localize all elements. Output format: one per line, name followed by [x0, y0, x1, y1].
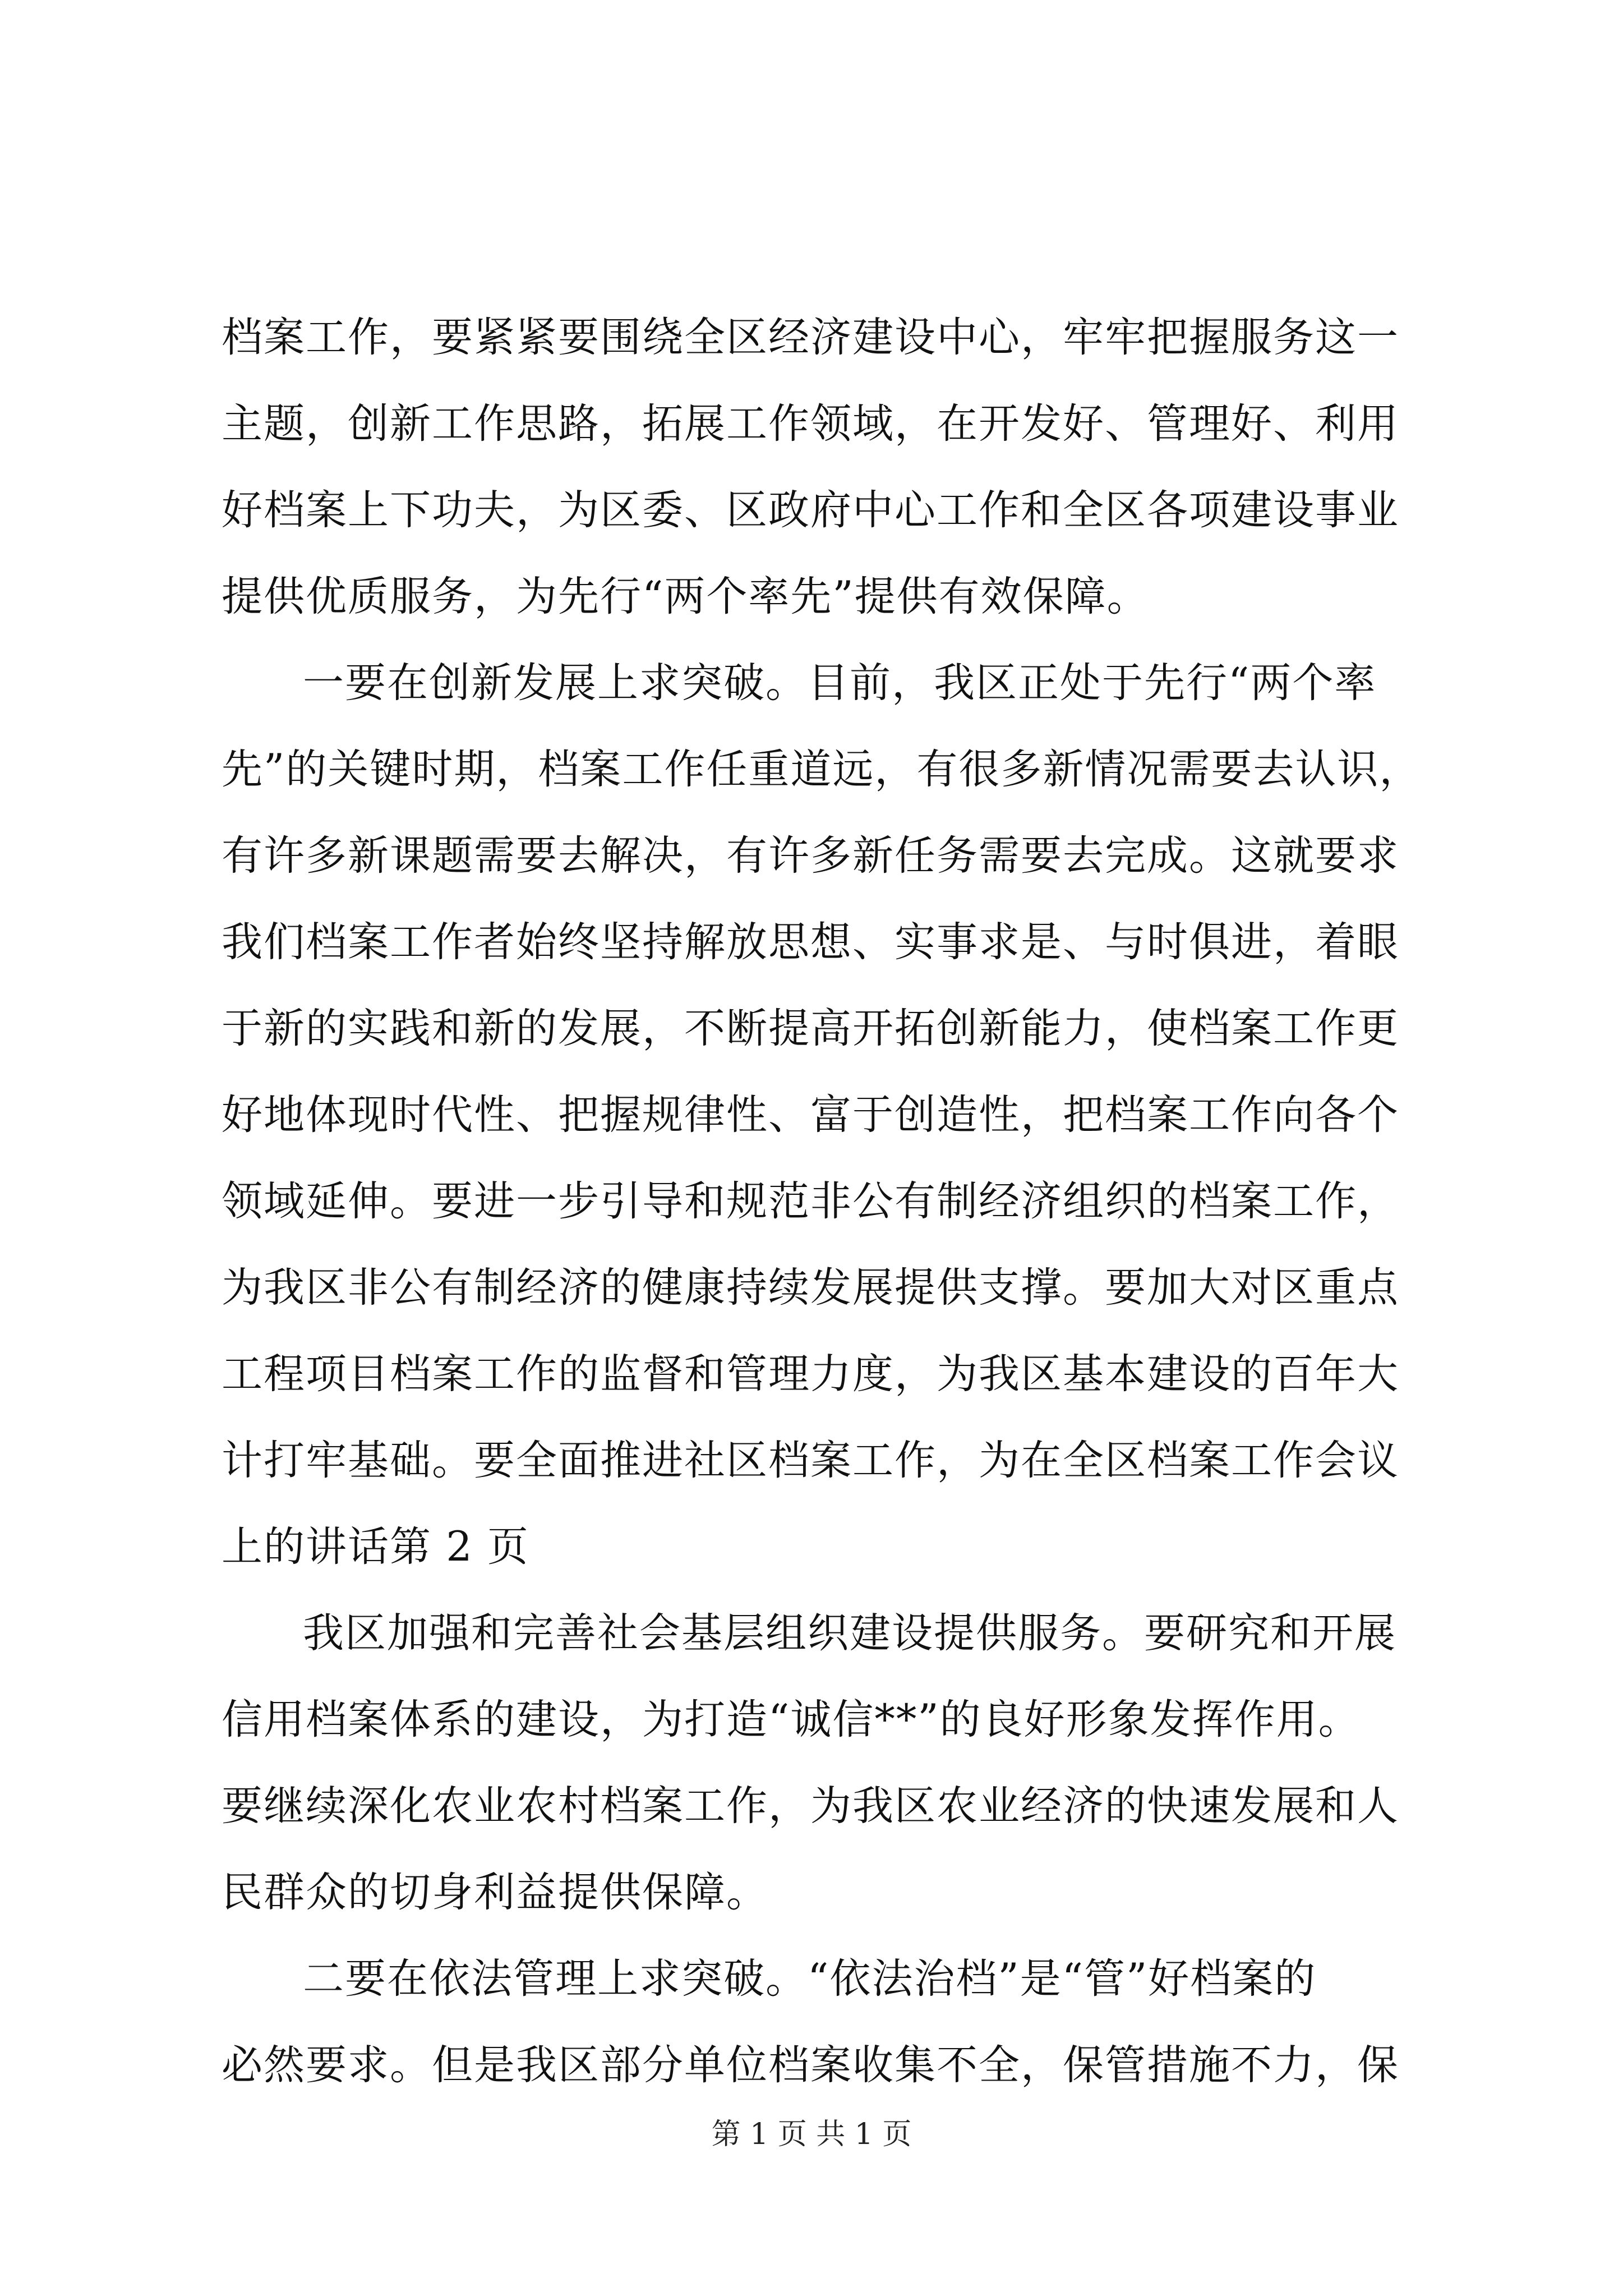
text-line: 为我区非公有制经济的健康持续发展提供支撑。要加大对区重点 [222, 1264, 1399, 1312]
text-line: 必然要求。但是我区部分单位档案收集不全，保管措施不力，保 [222, 2041, 1399, 2089]
text-line: 计打牢基础。要全面推进社区档案工作，为在全区档案工作会议 [222, 1437, 1399, 1484]
text-line: 于新的实践和新的发展，不断提高开拓创新能力，使档案工作更 [222, 1005, 1399, 1052]
text-line: 工程项目档案工作的监督和管理力度，为我区基本建设的百年大 [222, 1350, 1399, 1398]
text-line: 先”的关键时期，档案工作任重道远，有很多新情况需要去认识， [222, 746, 1422, 793]
text-line: 民群众的切身利益提供保障。 [222, 1869, 768, 1916]
text-line: 我区加强和完善社会基层组织建设提供服务。要研究和开展 [303, 1609, 1396, 1657]
text-line: 领域延伸。要进一步引导和规范非公有制经济组织的档案工作， [222, 1177, 1399, 1225]
text-line: 好档案上下功夫，为区委、区政府中心工作和全区各项建设事业 [222, 486, 1399, 534]
text-line: 二要在依法管理上求突破。“依法治档”是“管”好档案的 [303, 1955, 1317, 2003]
text-line: 要继续深化农业农村档案工作，为我区农业经济的快速发展和人 [222, 1782, 1399, 1830]
page-footer: 第 1 页 共 1 页 [711, 2118, 912, 2151]
text-line: 我们档案工作者始终坚持解放思想、实事求是、与时俱进，着眼 [222, 918, 1399, 966]
text-line: 档案工作，要紧紧要围绕全区经济建设中心，牢牢把握服务这一 [222, 314, 1399, 361]
text-line: 一要在创新发展上求突破。目前，我区正处于先行“两个率 [303, 659, 1377, 707]
text-line: 提供优质服务，为先行“两个率先”提供有效保障。 [222, 573, 1149, 620]
text-line: 好地体现时代性、把握规律性、富于创造性，把档案工作向各个 [222, 1091, 1399, 1139]
text-line: 有许多新课题需要去解决，有许多新任务需要去完成。这就要求 [222, 832, 1399, 880]
text-line: 信用档案体系的建设，为打造“诚信**”的良好形象发挥作用。 [222, 1696, 1361, 1743]
text-line: 主题，创新工作思路，拓展工作领域，在开发好、管理好、利用 [222, 400, 1399, 448]
text-line: 上的讲话第 2 页 [222, 1523, 529, 1571]
